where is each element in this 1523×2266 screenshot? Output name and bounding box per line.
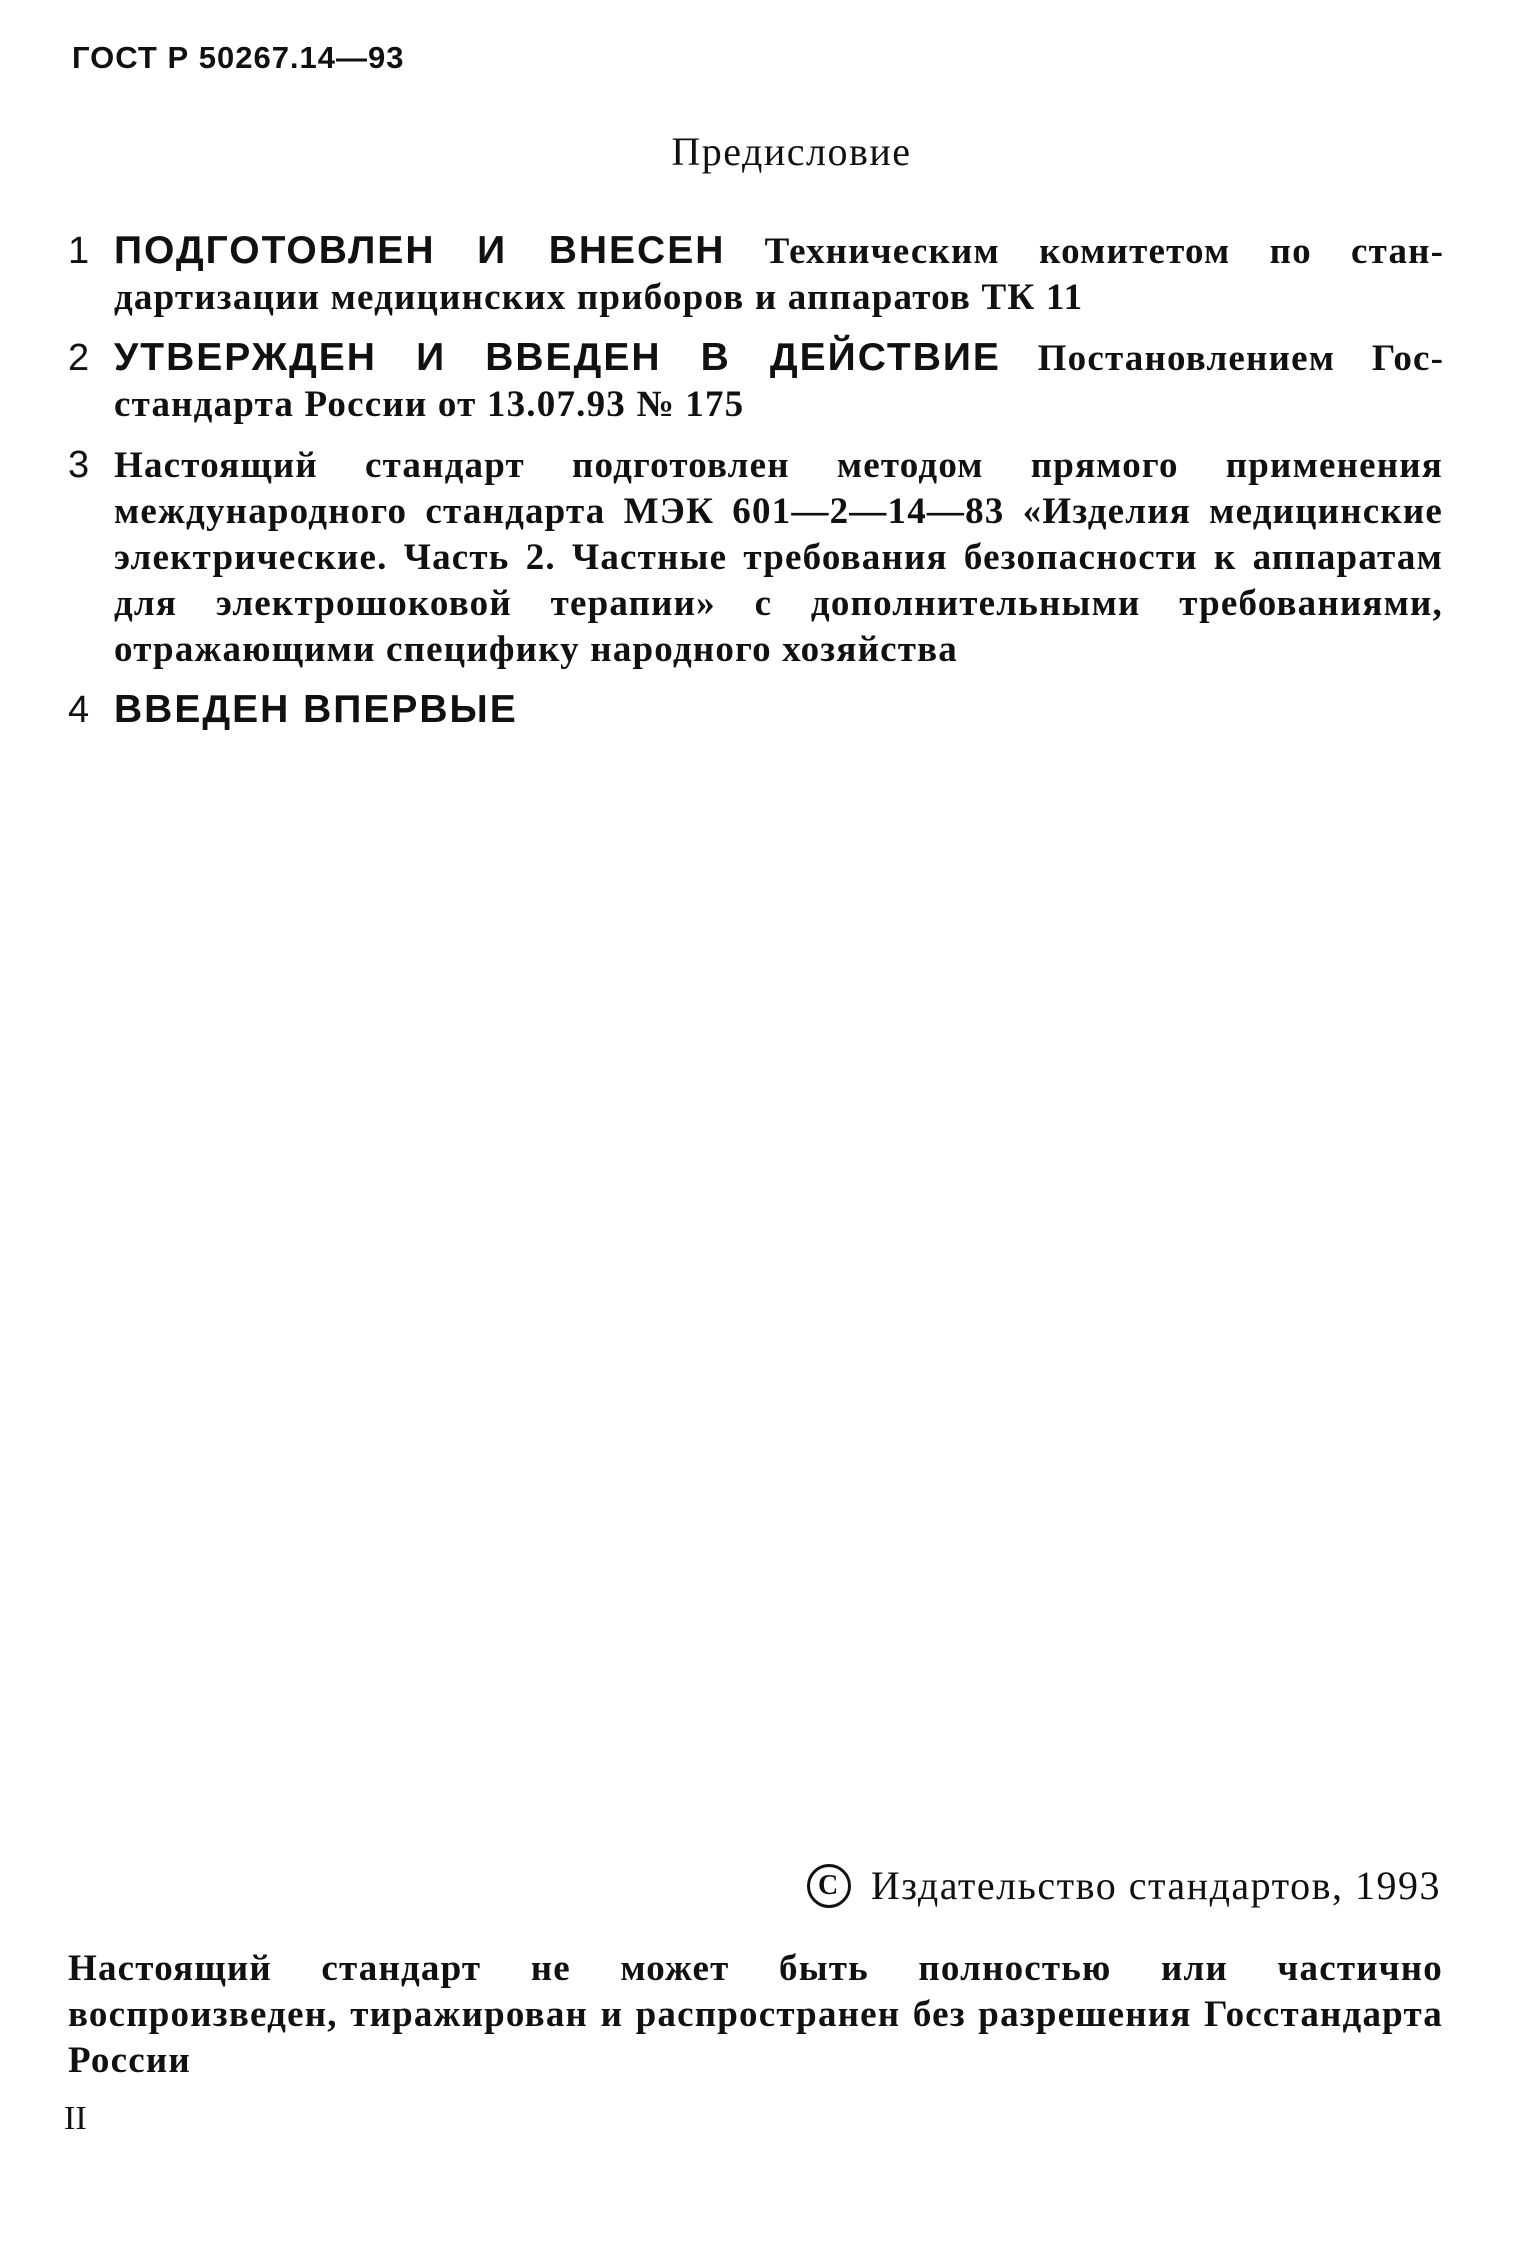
preface-items-list xyxy=(68,228,1443,748)
item-text xyxy=(114,442,1443,673)
item-body: Постановлением Госстандарта России от 13.07.93 № 175 xyxy=(114,338,1443,425)
item-lead: ПОДГОТОВЛЕН И ВНЕСЕН xyxy=(114,229,726,272)
item-number: 3 xyxy=(68,444,90,486)
copyright-text: Издательство стандартов, 1993 xyxy=(870,1863,1441,1908)
standard-code: ГОСТ Р 50267.14—93 xyxy=(72,40,405,75)
item-body: Техническим комитетом по стандартизации медицинских приборов и аппаратов ТК 11 xyxy=(114,231,1443,318)
item-lead: УТВЕРЖДЕН И ВВЕДЕН В ДЕЙСТВИЕ xyxy=(114,336,1001,379)
item-text xyxy=(114,228,1443,321)
notice-text: Настоящий стандарт не может быть полностью или частично воспроизведен, тиражирован и распространен без разрешения Госстандарта России xyxy=(68,1948,1443,2081)
copyright-icon: C xyxy=(807,1864,851,1908)
preface-item-2 xyxy=(68,335,1443,428)
reproduction-notice xyxy=(68,1946,1443,2084)
item-text xyxy=(114,335,1443,428)
item-body: Настоящий стандарт подготовлен методом прямого применения международного стандарта МЭК 601—2—14—83 «Изделия медицинские электрические. Часть 2. Частные требования безопасности к аппаратам для электрошоковой терапии» с дополнительными требованиями, отражающими специфику народного хозяйства xyxy=(114,445,1443,670)
item-number: 1 xyxy=(68,230,90,272)
preface-item-1 xyxy=(68,228,1443,321)
item-number: 2 xyxy=(68,337,90,379)
preface-item-4 xyxy=(68,687,1443,734)
item-number: 4 xyxy=(68,689,90,731)
preface-title: Предисловие xyxy=(671,129,912,174)
copyright-line xyxy=(807,1862,1441,1909)
preface-item-3 xyxy=(68,442,1443,673)
item-text xyxy=(114,687,1443,734)
item-lead: ВВЕДЕН ВПЕРВЫЕ xyxy=(114,688,518,731)
page-number: II xyxy=(64,2100,87,2137)
